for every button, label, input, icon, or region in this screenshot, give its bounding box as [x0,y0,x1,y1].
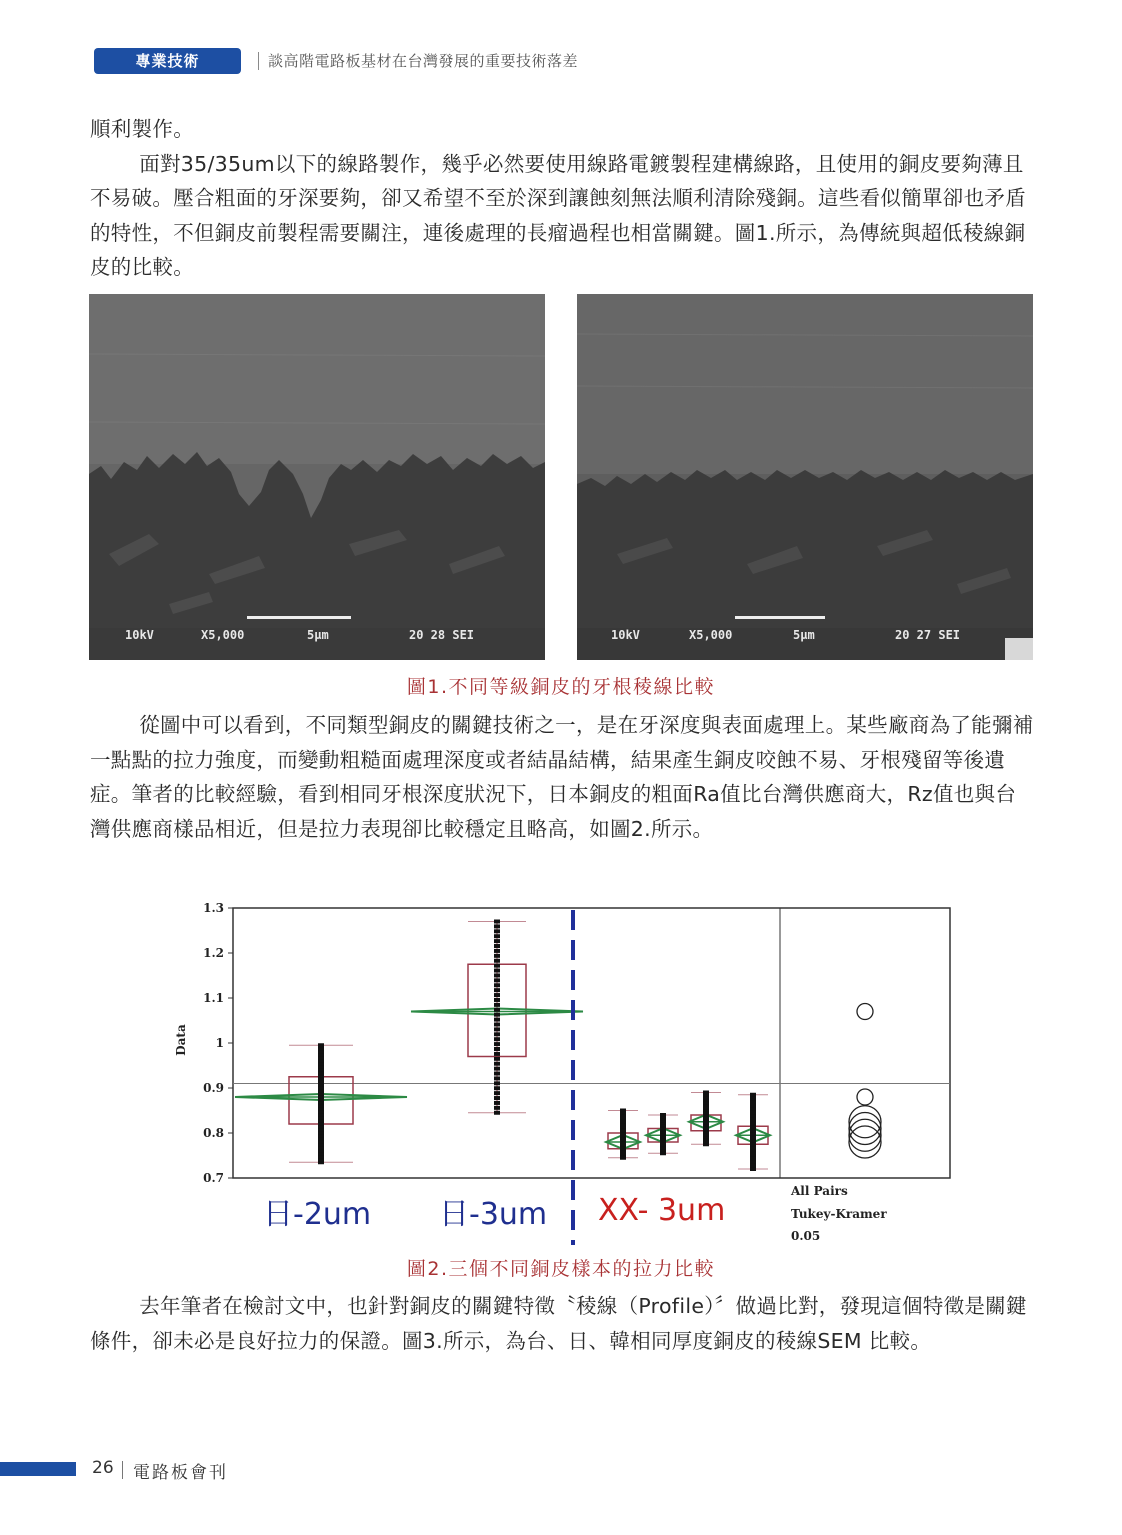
sem-left-graphic [89,294,545,660]
data-point [750,1118,756,1122]
data-point [494,973,500,977]
section-tag: 專業技術 [94,48,241,74]
data-point [494,969,500,973]
data-point [494,929,500,933]
data-point [750,1107,756,1111]
data-point [494,944,500,948]
comparison-circle [849,1106,881,1138]
figure2-caption: 圖2.三個不同銅皮樣本的拉力比較 [406,1258,716,1280]
comparison-label-1: All Pairs [791,1184,848,1198]
data-point [494,964,500,968]
paragraph-1: 面對35/35um以下的線路製作，幾乎必然要使用線路電鍍製程建構線路，且使用的銅皮要夠薄且不易破。壓合粗面的牙深要夠，卻又希望不至於深到讓蝕刻無法順利清除殘銅。這些看似簡單卻也矛盾的特性，不但銅皮前製程需要關注，連後處理的長瘤過程也相當關鍵。圖1.所示，為傳統與超低稜線銅皮的比較。 [90,151,1026,279]
comparison-circle [849,1119,881,1151]
data-point [750,1125,756,1129]
data-point [494,1062,500,1066]
data-point [494,1003,500,1007]
y-tick-label: 1 [215,1036,224,1050]
paragraph-profile [90,1289,1035,1358]
footer-bar [0,1462,76,1476]
data-point [750,1153,756,1157]
plot-frame [233,908,950,1178]
y-tick-label: 0.8 [203,1126,224,1140]
sem-image-low-profile-copper [577,294,1033,660]
sem-image-standard-copper [89,294,545,660]
comparison-circle [857,1089,873,1105]
chart-axes [203,901,950,1185]
data-point [494,1047,500,1051]
y-axis-label: Data [174,1024,188,1056]
sem-right-scale: 5μm [793,628,815,642]
data-point [494,1022,500,1026]
data-point [494,1106,500,1110]
data-point [750,1142,756,1146]
data-point [750,1110,756,1114]
journal-title: 電路板會刊 [133,1463,228,1483]
data-point [494,983,500,987]
sem-left-kv: 10kV [125,628,154,642]
header-divider [258,52,259,70]
data-point [494,1086,500,1090]
data-point [494,1076,500,1080]
y-tick-label: 1.2 [203,946,224,960]
box-group [606,1109,640,1160]
sem-right-graphic [577,294,1033,660]
data-point [494,1018,500,1022]
data-point [494,1067,500,1071]
y-tick-label: 1.1 [203,991,224,1005]
paragraph-discussion [90,708,1035,846]
data-point [750,1103,756,1107]
sem-left-mag: X5,000 [201,628,245,642]
comparison-circle [849,1126,881,1158]
data-point [660,1113,666,1117]
page-number: 26 [92,1458,114,1478]
running-title: 談高階電路板基材在台灣發展的重要技術落差 [268,52,579,70]
data-point [750,1093,756,1097]
sem-left-scale: 5μm [307,628,329,642]
pull-strength-chart [163,890,960,1250]
data-point [494,1072,500,1076]
data-point [494,1027,500,1031]
y-tick-label: 0.7 [203,1171,224,1185]
data-point [494,1037,500,1041]
data-point [703,1091,709,1095]
data-point [750,1149,756,1153]
figure1-caption: 圖1.不同等級銅皮的牙根稜線比較 [406,676,716,698]
data-point [750,1096,756,1100]
sem-right-id: 20 27 SEI [895,628,961,642]
data-point [750,1132,756,1136]
data-point [750,1100,756,1104]
data-point [494,1096,500,1100]
chart-svg [163,890,960,1250]
sem-right-kv: 10kV [611,628,640,642]
paragraph-intro [90,112,1035,285]
box-group [235,1043,407,1164]
data-point [750,1139,756,1143]
data-point [620,1109,626,1113]
data-point [494,949,500,953]
data-point [318,1043,324,1047]
label-jp-3um: 日-3um [439,1197,548,1232]
sem-left-id: 20 28 SEI [409,628,475,642]
box-group [689,1091,723,1147]
data-point [750,1163,756,1167]
y-tick-label: 0.9 [203,1081,224,1095]
box-group [736,1093,770,1171]
data-point [494,924,500,928]
data-point [494,954,500,958]
box-group [646,1113,680,1155]
data-point [494,1101,500,1105]
data-point [494,920,500,924]
data-point [494,1091,500,1095]
data-point [494,1057,500,1061]
y-tick-label: 1.3 [203,901,224,915]
data-point [494,1052,500,1056]
sem-right-mag: X5,000 [689,628,733,642]
label-jp-2um: 日-2um [263,1197,372,1232]
data-point [750,1156,756,1160]
data-point [750,1121,756,1125]
data-point [494,939,500,943]
data-point [494,998,500,1002]
data-point [494,1013,500,1017]
paragraph-0: 順利製作。 [90,117,194,141]
chart-groups [235,920,770,1172]
data-point [494,993,500,997]
data-point [750,1128,756,1132]
data-point [494,988,500,992]
data-point [494,959,500,963]
comparison-label-3: 0.05 [791,1229,821,1243]
footer-divider [122,1461,123,1479]
data-point [494,934,500,938]
data-point [494,1032,500,1036]
data-point [494,978,500,982]
data-point [494,1111,500,1115]
data-point [750,1146,756,1150]
data-point [750,1160,756,1164]
data-point [750,1135,756,1139]
paragraph-2: 從圖中可以看到，不同類型銅皮的關鍵技術之一，是在牙深度與表面處理上。某些廠商為了能彌補一點點的拉力強度，而變動粗糙面處理深度或者結晶結構，結果產生銅皮咬蝕不易、牙根殘留等後遺症。筆者的比較經驗，看到相同牙根深度狀況下，日本銅皮的粗面Ra值比台灣供應商大，Rz值也與台灣供應商樣品相近，但是拉力表現卻比較穩定且略高，如圖2.所示。 [90,713,1034,841]
paragraph-3: 去年筆者在檢討文中，也針對銅皮的關鍵特徵〝稜線（Profile）〞做過比對，發現這個特徵是關鍵條件，卻未必是良好拉力的保證。圖3.所示，為台、日、韓相同厚度銅皮的稜線SEM 比較。 [90,1294,1027,1353]
comparison-label-2: Tukey-Kramer [791,1207,887,1221]
comparison-circles [849,1004,881,1159]
comparison-circle [849,1113,881,1145]
comparison-circle [857,1004,873,1020]
label-xx-3um: XX- 3um [598,1193,726,1228]
data-point [750,1114,756,1118]
data-point [494,1008,500,1012]
data-point [750,1167,756,1171]
data-point [494,1042,500,1046]
data-point [494,1081,500,1085]
box-group [411,920,583,1115]
